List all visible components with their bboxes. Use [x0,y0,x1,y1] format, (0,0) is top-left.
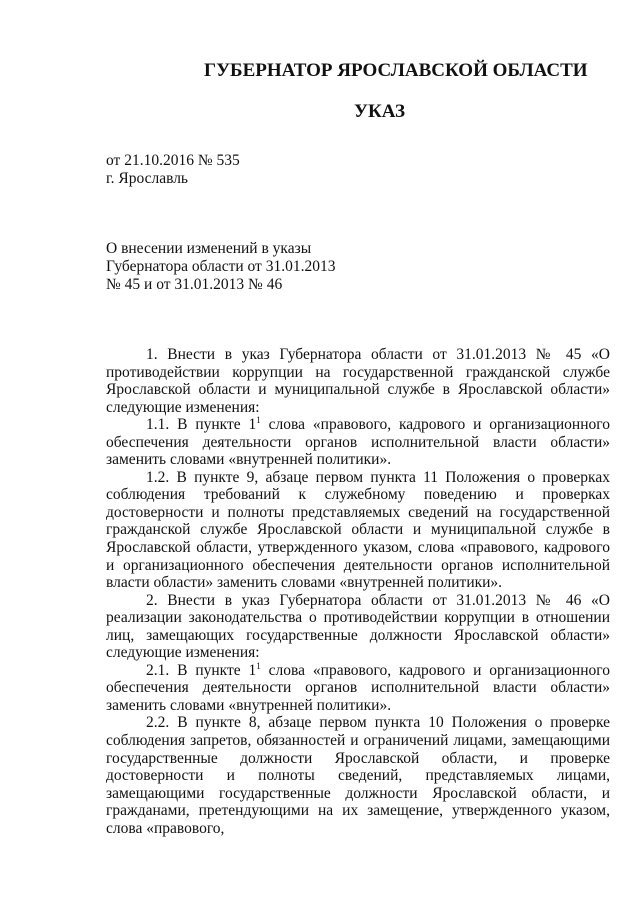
paragraph-1-1-start: 1.1. В пункте 1 [146,416,257,434]
footnote-superscript: 1 [256,660,261,671]
paragraph-1-1 [106,416,610,469]
paragraph-2-1 [106,662,610,715]
document-subject [106,240,335,294]
issuer-heading: ГУБЕРНАТОР ЯРОСЛАВСКОЙ ОБЛАСТИ [204,60,588,81]
paragraph-2-1-rest: слова «правового, кадрового и организационного обеспечения деятельности органов исполнительной власти области» заменить словами «внутренней политики». [106,661,610,714]
paragraph-2-1-start: 2.1. В пункте 1 [146,661,257,679]
document-city: г. Ярославль [106,170,188,187]
footnote-superscript: 1 [256,415,261,426]
paragraph-2-2: 2.2. В пункте 8, абзаце первом пункта 10 Положения о проверке соблюдения запретов, обязанностей и ограничений лицами, замещающими государственные должности Ярославской области, и проверке достоверности и полноты сведений, представляемых лицами, замещающими государственные должности Ярославской области, и гражданами, претендующими на их замещение, утвержденного указом, слова «правового, [106,714,610,837]
subject-line-2: Губернатора области от 31.01.2013 [106,258,336,275]
paragraph-1-1-rest: слова «правового, кадрового и организационного обеспечения деятельности органов исполнительной власти области» заменить словами «внутренней политики». [106,416,610,469]
subject-line-1: О внесении изменений в указы [106,240,312,257]
document-date-number: от 21.10.2016 № 535 [106,152,240,169]
subject-line-3: № 45 и от 31.01.2013 № 46 [106,276,283,293]
document-body [106,346,610,837]
document-meta [106,152,240,188]
paragraph-1: 1. Внести в указ Губернатора области от 31.01.2013 № 45 «О противодействии коррупции на государственной гражданской службе Ярославской области и муниципальной службе в Ярославской области» следующие изменения: [106,346,610,416]
document-type-heading: УКАЗ [354,101,405,122]
paragraph-1-2: 1.2. В пункте 9, абзаце первом пункта 11 Положения о проверках соблюдения требований к служебному поведению и проверках достоверности и полноты представляемых сведений на государственной гражданской службе Ярославской области и муниципальной службе в Ярославской области, утвержденного указом, слова «правового, кадрового и организационного обеспечения деятельности органов исполнительной власти области» заменить словами «внутренней политики». [106,468,610,592]
paragraph-2: 2. Внести в указ Губернатора области от 31.01.2013 № 46 «О реализации законодательства о противодействии коррупции в отношении лиц, замещающих государственные должности Ярославской области» следующие изменения: [106,591,610,662]
